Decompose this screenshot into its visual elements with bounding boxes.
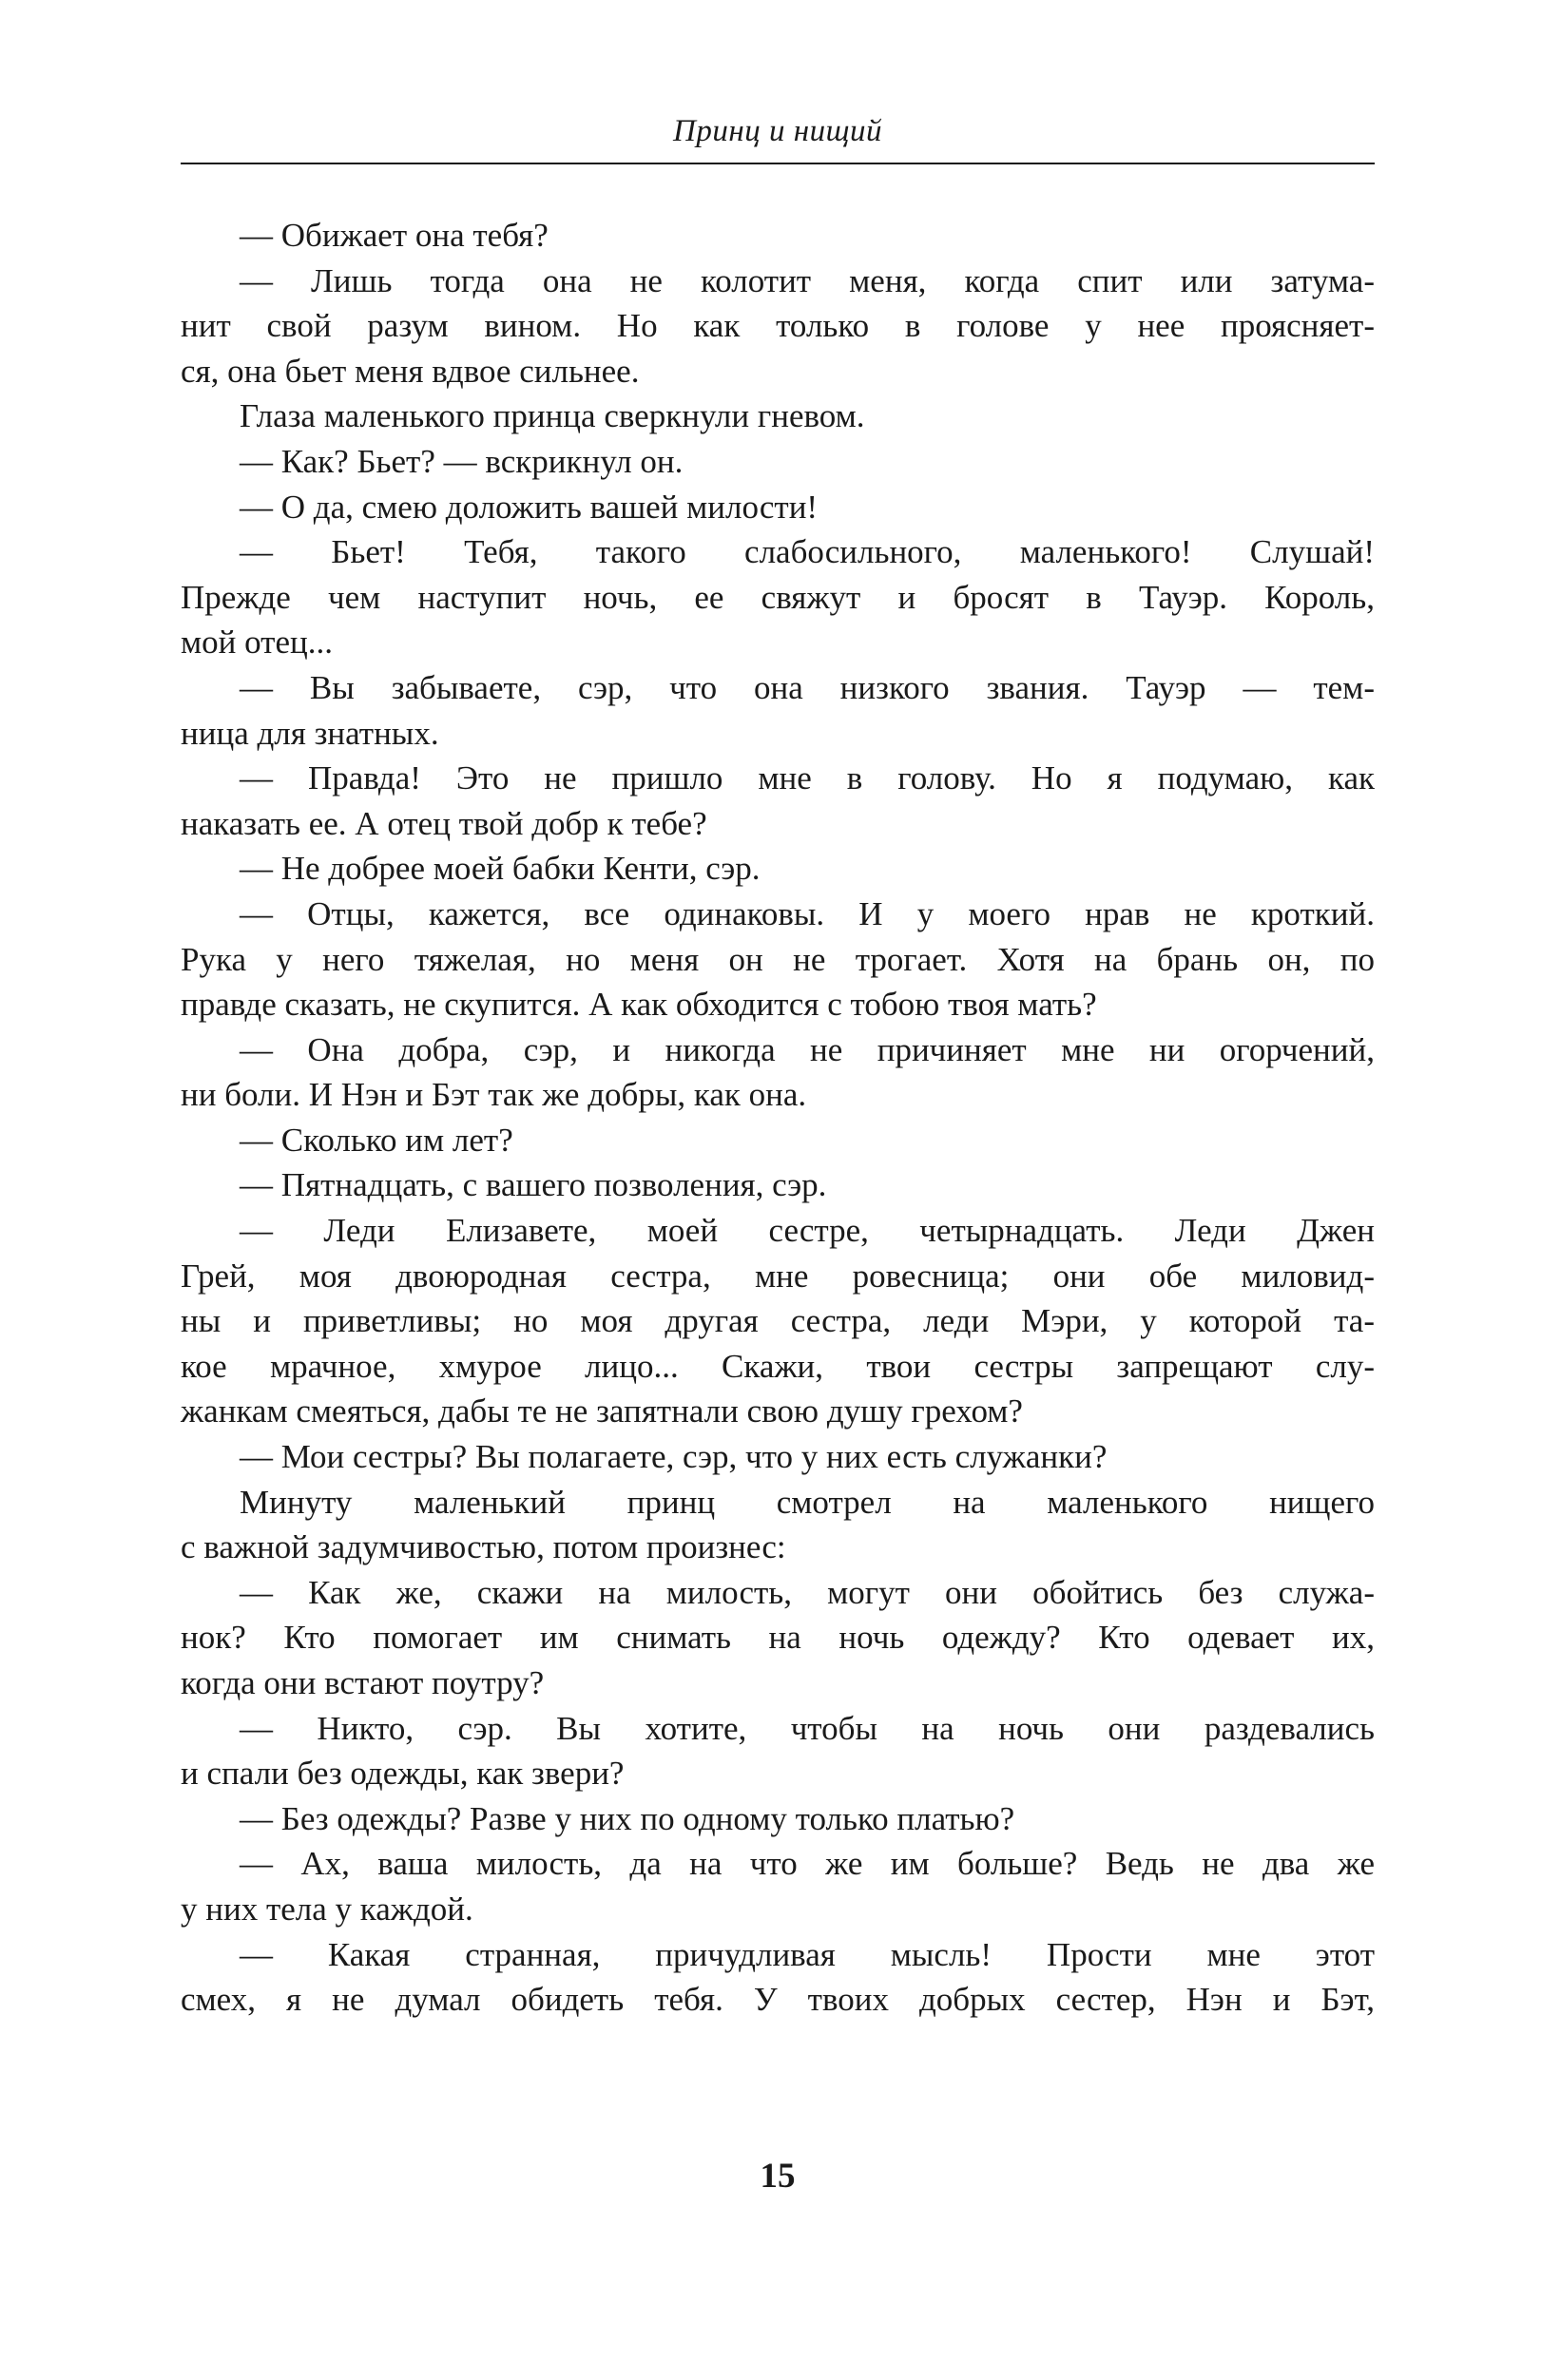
text-line: ни боли. И Нэн и Бэт так же добры, как она. [181, 1076, 807, 1114]
text-line: — Никто, сэр. Вы хотите, чтобы на ночь они раздевались [240, 1709, 1375, 1747]
text-line: у них тела у каждой. [181, 1890, 473, 1928]
body-text [181, 213, 1375, 2023]
text-line: когда они встают поутру? [181, 1664, 545, 1701]
text-line: — Леди Елизавете, моей сестре, четырнадцать. Леди Джен [240, 1212, 1375, 1250]
text-line: ся, она бьет меня вдвое сильнее. [181, 352, 640, 390]
text-line: — Вы забываете, сэр, что она низкого звания. Тауэр — тем- [240, 668, 1375, 706]
text-line: — Пятнадцать, с вашего позволения, сэр. [240, 1166, 827, 1204]
text-line: ны и приветливы; но моя другая сестра, леди Мэри, у которой та- [181, 1302, 1375, 1340]
text-line: — Не добрее моей бабки Кенти, сэр. [240, 850, 761, 888]
text-line: — Какая странная, причудливая мысль! Прости мне этот [240, 1935, 1375, 1973]
text-line: мой отец... [181, 624, 333, 662]
text-line: — Мои сестры? Вы полагаете, сэр, что у них есть служанки? [240, 1438, 1108, 1476]
text-line: — Обижает она тебя? [240, 217, 549, 254]
text-line: Грей, моя двоюродная сестра, мне ровесница; они обе миловид- [181, 1257, 1375, 1295]
text-line: — Как же, скажи на милость, могут они обойтись без служа- [240, 1573, 1375, 1611]
text-line: — Правда! Это не пришло мне в голову. Но я подумаю, как [240, 759, 1375, 797]
text-line: — О да, смею доложить вашей милости! [240, 488, 819, 526]
text-line: — Ах, ваша милость, да на что же им больше? Ведь не два же [240, 1845, 1375, 1883]
text-line: наказать ее. А отец твой добр к тебе? [181, 804, 707, 842]
text-line: — Отцы, кажется, все одинаковы. И у моего нрав не кроткий. [240, 894, 1375, 932]
page-number: 15 [760, 2157, 796, 2196]
text-line: ница для знатных. [181, 714, 439, 752]
text-line: Рука у него тяжелая, но меня он не трогает. Хотя на брань он, по [181, 940, 1375, 978]
text-line: и спали без одежды, как звери? [181, 1755, 625, 1793]
text-line: жанкам смеяться, дабы те не запятнали свою душу грехом? [181, 1392, 1023, 1430]
running-title: Принц и нищий [673, 114, 882, 148]
text-line: Глаза маленького принца сверкнули гневом. [240, 397, 865, 435]
header-rule [181, 163, 1375, 164]
text-line: — Без одежды? Разве у них по одному только платью? [240, 1799, 1015, 1837]
text-line: — Бьет! Тебя, такого слабосильного, маленького! Слушай! [240, 533, 1375, 571]
text-line: нит свой разум вином. Но как только в голове у нее проясняет- [181, 307, 1375, 345]
text-line: Прежде чем наступит ночь, ее свяжут и бросят в Тауэр. Король, [181, 578, 1375, 616]
text-line: — Сколько им лет? [240, 1121, 513, 1159]
text-line: — Как? Бьет? — вскрикнул он. [240, 442, 684, 480]
text-line: нок? Кто помогает им снимать на ночь одежду? Кто одевает их, [181, 1619, 1375, 1657]
text-line: — Она добра, сэр, и никогда не причиняет мне ни огорчений, [240, 1030, 1375, 1068]
text-line: смех, я не думал обидеть тебя. У твоих добрых сестер, Нэн и Бэт, [181, 1981, 1375, 2019]
text-line: с важной задумчивостью, потом произнес: [181, 1528, 786, 1566]
text-line: кое мрачное, хмурое лицо... Скажи, твои сестры запрещают слу- [181, 1347, 1375, 1385]
text-line: — Лишь тогда она не колотит меня, когда спит или затума- [240, 261, 1375, 299]
text-line: правде сказать, не скупится. А как обходится с тобою твоя мать? [181, 986, 1097, 1024]
text-line: Минуту маленький принц смотрел на маленького нищего [240, 1483, 1375, 1521]
